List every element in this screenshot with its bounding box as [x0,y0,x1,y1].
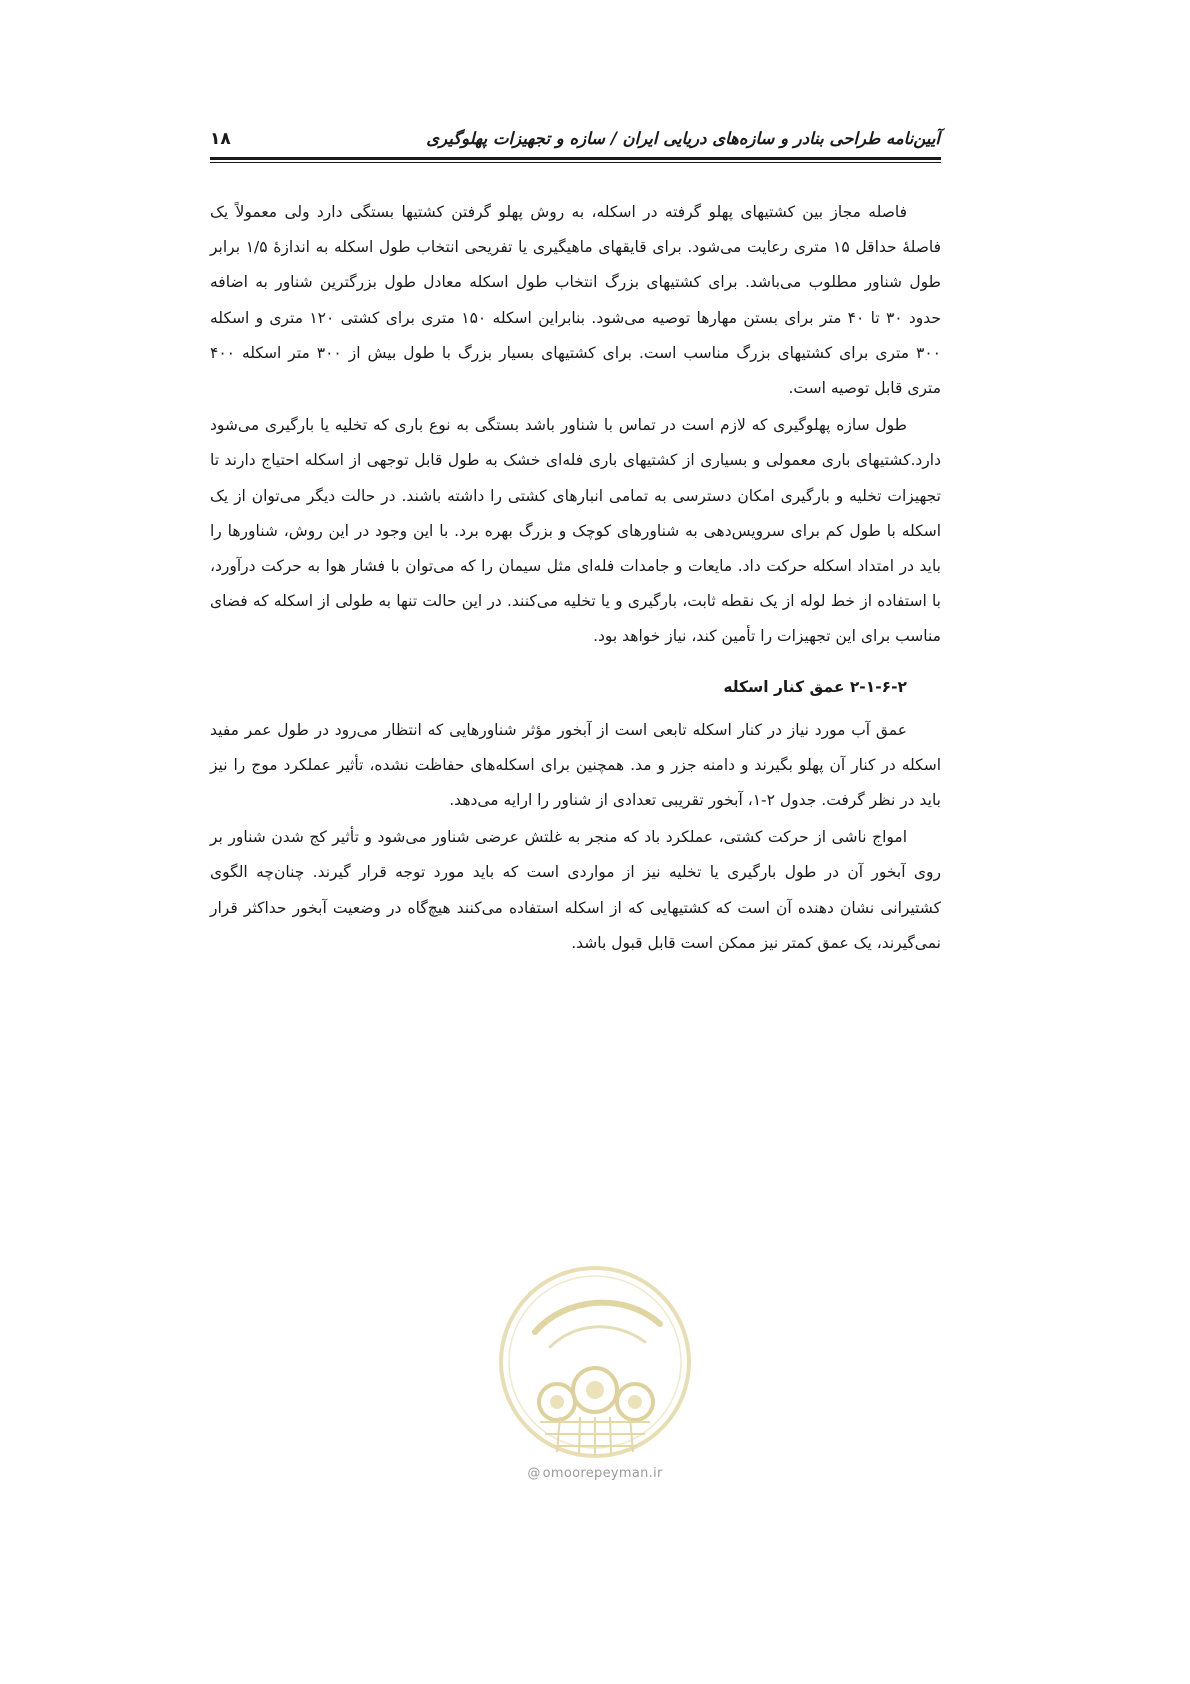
header-rule-thick [210,157,941,160]
body-text [210,195,941,963]
watermark-url [485,1466,705,1481]
section-heading: ۲-۱-۶-۲ عمق کنار اسکله [723,677,907,696]
paragraph-berth-spacing: فاصله مجاز بین کشتیهای پهلو گرفته در اسکله، به روش پهلو گرفتن کشتیها بستگی دارد ولی معمولاً یک فاصلهٔ حداقل ۱۵ متری رعایت می‌شود. برای قایقهای ماهیگیری یا تفریحی انتخاب طول اسکله به اندازهٔ ۱/۵ برابر طول شناور مطلوب می‌باشد. برای کشتیهای بزرگ انتخاب طول اسکله معادل طول بزرگترین شناور به اضافه حدود ۳۰ تا ۴۰ متر برای بستن مهارها توصیه می‌شود. بنابراین اسکله ۱۵۰ متری برای کشتی ۱۲۰ متری و اسکله ۳۰۰ متری برای کشتیهای بزرگ مناسب است. برای کشتیهای بسیار بزرگ با طول بیش از ۳۰۰ متر اسکله ۴۰۰ متری قابل توصیه است. [210,203,942,398]
page-header [210,128,940,150]
watermark-url-text: omoorepeyman.ir [542,1466,663,1481]
at-sign-icon: @ [527,1466,541,1481]
page-number: ۱۸ [210,129,231,149]
paragraph-water-depth: عمق آب مورد نیاز در کنار اسکله تابعی است از آبخور مؤثر شناورهایی که انتظار می‌رود در طول عمر مفید اسکله در کنار آن پهلو بگیرند و دامنه جزر و مد. همچنین برای اسکله‌های حفاظت نشده، تأثیر عملکرد موج را نیز باید در نظر گرفت. جدول ۲-۱، آبخور تقریبی تعدادی از شناور را ارایه می‌دهد. [210,720,941,810]
running-title: آیین‌نامه طراحی بنادر و سازه‌های دریایی ایران / سازه و تجهیزات پهلوگیری [426,129,940,148]
header-rule-thin [210,162,941,163]
paragraph-ship-motion: امواج ناشی از حرکت کشتی، عملکرد باد که منجر به غلتش عرضی شناور می‌شود و تأثیر کج شدن شناور بر روی آبخور آن در طول بارگیری یا تخلیه نیز از مواردی است که باید مورد توجه قرار گیرند. چنان‌چه الگوی کشتیرانی نشان دهنده آن است که کشتیهایی که از اسکله استفاده می‌کنند هیچ‌گاه در وضعیت آبخور حداکثر قرار نمی‌گیرند، یک عمق کمتر نیز ممکن است قابل قبول باشد. [210,828,941,952]
paragraph-berth-length: طول سازه پهلوگیری که لازم است در تماس با شناور باشد بستگی به نوع باری که تخلیه یا بارگیری می‌شود دارد.کشتیهای باری معمولی و بسیاری از کشتیهای باری فله‌ای خشک به طول قابل توجهی از اسکله احتیاج دارند تا تجهیزات تخلیه و بارگیری امکان دسترسی به تمامی انبارهای کشتی را داشته باشند. در حالت دیگر می‌توان از یک اسکله با طول کم برای سرویس‌دهی به شناورهای کوچک و بزرگ بهره برد. با این وجود در این روش، شناورها را باید در امتداد اسکله حرکت داد. مایعات و جامدات فله‌ای مثل سیمان را که می‌توان با فشار هوا به حرکت درآورد، با استفاده از خط لوله از یک نقطه ثابت، بارگیری و یا تخلیه می‌کنند. در این حالت تنها به طولی از اسکله که فضای مناسب برای این تجهیزات را تأمین کند، نیاز خواهد بود. [210,416,941,646]
watermark-logo [495,1262,695,1462]
